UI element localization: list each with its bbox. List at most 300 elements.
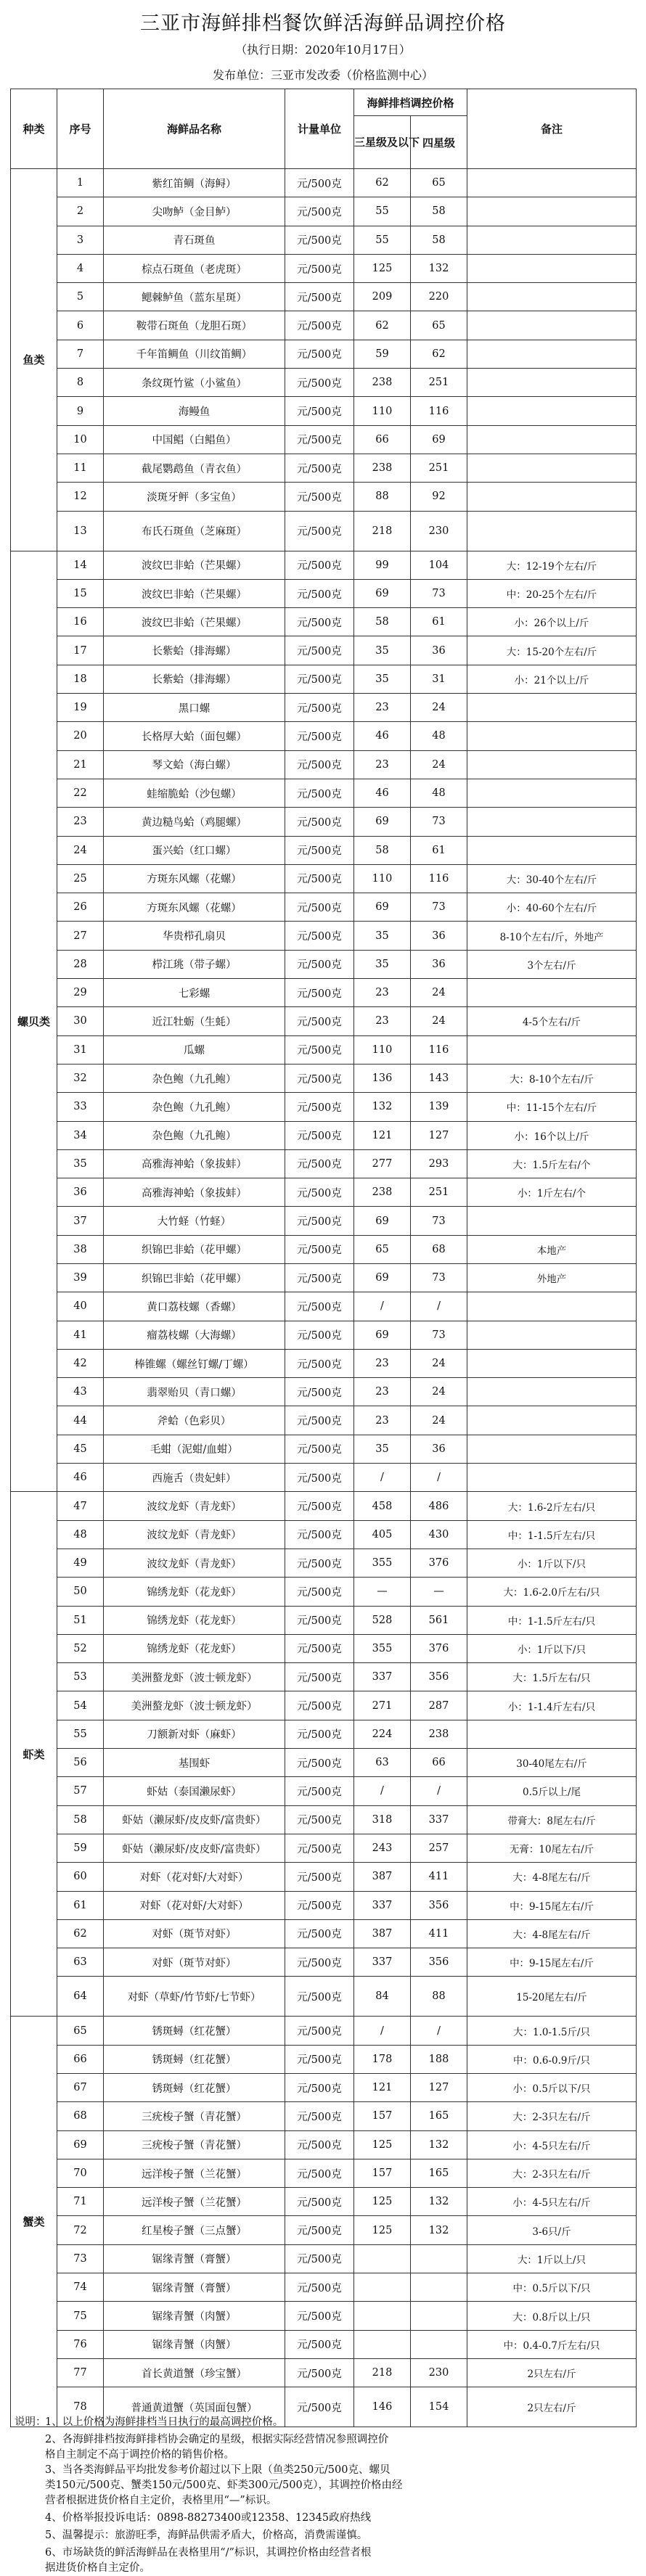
index-cell: 75 [57,2302,104,2330]
index-cell: 40 [57,1292,104,1321]
four-star-price-cell: 36 [411,636,467,665]
index-cell: 3 [57,226,104,254]
four-star-price-cell: 486 [411,1492,467,1520]
name-cell: 三疣梭子蟹（青花蟹） [104,2102,285,2130]
header-price-group: 海鲜排档调控价格 [354,89,467,116]
three-star-price-cell: 218 [354,511,411,551]
unit-cell: 元/500克 [285,283,354,311]
table-row [11,254,637,282]
header-name: 海鲜品名称 [104,89,285,169]
three-star-price-cell: 337 [354,1948,411,1977]
name-cell: 织锦巴非蛤（花甲螺） [104,1263,285,1292]
unit-cell: 元/500克 [285,1464,354,1492]
note-cell: 大：4-8尾左右/斤 [467,1919,637,1948]
four-star-price-cell: 132 [411,2130,467,2159]
table-row [11,197,637,226]
table-row [11,694,637,722]
unit-cell: 元/500克 [285,779,354,807]
four-star-price-cell: 230 [411,2358,467,2387]
note-cell [467,722,637,750]
unit-cell: 元/500克 [285,1606,354,1634]
unit-cell: 元/500克 [285,1948,354,1977]
table-row [11,1634,637,1662]
three-star-price-cell: 405 [354,1520,411,1549]
unit-cell: 元/500克 [285,2216,354,2244]
table-row [11,1834,637,1862]
note-cell [467,1378,637,1406]
name-cell: 瓜螺 [104,1035,285,1064]
four-star-price-cell: 376 [411,1549,467,1577]
three-star-price-cell: 58 [354,608,411,636]
three-star-price-cell: 23 [354,1349,411,1377]
unit-cell: 元/500克 [285,2159,354,2187]
three-star-price-cell: 35 [354,636,411,665]
three-star-price-cell: 55 [354,197,411,226]
index-cell: 20 [57,722,104,750]
three-star-price-cell: 218 [354,2358,411,2387]
three-star-price-cell: 157 [354,2102,411,2130]
three-star-price-cell: 84 [354,1977,411,2017]
three-star-price-cell: — [354,1578,411,1606]
four-star-price-cell: 73 [411,1321,467,1349]
table-row [11,2302,637,2330]
unit-cell: 元/500克 [285,836,354,864]
four-star-price-cell: 132 [411,2216,467,2244]
index-cell: 60 [57,1863,104,1891]
unit-cell: 元/500克 [285,1292,354,1321]
header-category: 种类 [11,89,57,169]
three-star-price-cell: / [354,2017,411,2045]
note-cell [467,1292,637,1321]
category-cell: 虾类 [11,1492,57,2017]
table-row [11,2273,637,2302]
three-star-price-cell: 121 [354,2074,411,2102]
name-cell: 基围虾 [104,1749,285,1777]
name-cell: 七彩螺 [104,979,285,1007]
unit-cell: 元/500克 [285,2273,354,2302]
unit-cell: 元/500克 [285,2330,354,2358]
unit-cell: 元/500克 [285,1691,354,1720]
unit-cell: 元/500克 [285,2074,354,2102]
name-cell: 对虾（花对虾/大对虾） [104,1891,285,1919]
four-star-price-cell: 257 [411,1834,467,1862]
three-star-price-cell: 125 [354,2188,411,2216]
name-cell: 西施舌（贵妃蚌） [104,1464,285,1492]
index-cell: 1 [57,169,104,197]
note-cell: 大：1.5斤左右/只 [467,1663,637,1691]
unit-cell: 元/500克 [285,2017,354,2045]
four-star-price-cell: 287 [411,1691,467,1720]
name-cell: 锯缘青蟹（膏蟹） [104,2244,285,2273]
three-star-price-cell: 110 [354,397,411,425]
four-star-price-cell: 238 [411,1720,467,1748]
name-cell: 蛙缩脆蛤（沙包螺） [104,779,285,807]
table-row [11,665,637,693]
index-cell: 13 [57,511,104,551]
unit-cell: 元/500克 [285,1035,354,1064]
unit-cell: 元/500克 [285,1406,354,1435]
unit-cell: 元/500克 [285,483,354,511]
note-cell: 中：20-25个左右/斤 [467,579,637,607]
unit-cell: 元/500克 [285,1178,354,1207]
unit-cell: 元/500克 [285,1634,354,1662]
unit-cell: 元/500克 [285,922,354,950]
note-cell [467,1464,637,1492]
three-star-price-cell: 69 [354,1207,411,1235]
four-star-price-cell: 356 [411,1663,467,1691]
index-cell: 19 [57,694,104,722]
table-row [11,425,637,454]
index-cell: 36 [57,1178,104,1207]
note-cell [467,808,637,836]
three-star-price-cell [354,2302,411,2330]
table-row [11,1235,637,1263]
three-star-price-cell: / [354,1464,411,1492]
execution-date: （执行日期：2020年10月17日） [235,43,411,57]
name-cell: 远洋梭子蟹（兰花蟹） [104,2159,285,2187]
three-star-price-cell: 69 [354,1321,411,1349]
note-cell [467,1435,637,1463]
four-star-price-cell: 61 [411,608,467,636]
three-star-price-cell: 46 [354,779,411,807]
index-cell: 17 [57,636,104,665]
four-star-price-cell: 36 [411,950,467,978]
four-star-price-cell: 73 [411,1207,467,1235]
index-cell: 46 [57,1464,104,1492]
note-cell: 大：1斤以上/只 [467,2244,637,2273]
note-cell: 小：16个以上/斤 [467,1121,637,1149]
table-row [11,636,637,665]
unit-cell: 元/500克 [285,1720,354,1748]
unit-cell: 元/500克 [285,893,354,922]
header-unit: 计量单位 [285,89,354,169]
index-cell: 52 [57,1634,104,1662]
unit-cell: 元/500克 [285,808,354,836]
four-star-price-cell: 337 [411,1805,467,1834]
table-row [11,836,637,864]
table-row [11,1663,637,1691]
four-star-price-cell: 24 [411,1349,467,1377]
three-star-price-cell: 62 [354,169,411,197]
unit-cell: 元/500克 [285,2188,354,2216]
unit-cell: 元/500克 [285,2387,354,2427]
unit-cell: 元/500克 [285,1863,354,1891]
note-cell: 小：1斤左右/个 [467,1178,637,1207]
index-cell: 41 [57,1321,104,1349]
note-line: 4、价格举报投诉电话：0898-88273400或12358、12345政府热线 [45,2512,372,2524]
unit-cell: 元/500克 [285,2302,354,2330]
index-cell: 59 [57,1834,104,1862]
table-row [11,579,637,607]
index-cell: 6 [57,311,104,340]
index-cell: 69 [57,2130,104,2159]
unit-cell: 元/500克 [285,226,354,254]
four-star-price-cell: 127 [411,1121,467,1149]
unit-cell: 元/500克 [285,1834,354,1862]
index-cell: 70 [57,2159,104,2187]
table-row [11,2017,637,2045]
three-star-price-cell: / [354,1777,411,1805]
table-row [11,1178,637,1207]
three-star-price-cell: 146 [354,2387,411,2427]
index-cell: 77 [57,2358,104,2387]
note-cell: 中：9-15尾左右/斤 [467,1948,637,1977]
four-star-price-cell: 104 [411,551,467,579]
name-cell: 波纹龙虾（青龙虾） [104,1520,285,1549]
index-cell: 4 [57,254,104,282]
unit-cell: 元/500克 [285,1093,354,1121]
four-star-price-cell: 36 [411,1435,467,1463]
three-star-price-cell: 88 [354,483,411,511]
name-cell: 对虾（斑节对虾） [104,1948,285,1977]
three-star-price-cell: 458 [354,1492,411,1520]
unit-cell: 元/500克 [285,1235,354,1263]
unit-cell: 元/500克 [285,1207,354,1235]
three-star-price-cell: 337 [354,1663,411,1691]
table-row [11,2358,637,2387]
four-star-price-cell: 58 [411,226,467,254]
four-star-price-cell: 62 [411,340,467,368]
name-cell: 杂色鲍（九孔鲍） [104,1121,285,1149]
four-star-price-cell: 132 [411,254,467,282]
unit-cell: 元/500克 [285,1891,354,1919]
index-cell: 24 [57,836,104,864]
note-cell [467,425,637,454]
four-star-price-cell: 68 [411,1235,467,1263]
four-star-price-cell: 132 [411,2188,467,2216]
name-cell: 锦绣龙虾（花龙虾） [104,1578,285,1606]
unit-cell: 元/500克 [285,1805,354,1834]
index-cell: 47 [57,1492,104,1520]
index-cell: 61 [57,1891,104,1919]
index-cell: 21 [57,750,104,779]
three-star-price-cell [354,2244,411,2273]
three-star-price-cell: 277 [354,1149,411,1178]
four-star-price-cell: 73 [411,1263,467,1292]
table-row [11,1520,637,1549]
four-star-price-cell: 154 [411,2387,467,2427]
note-cell: 30-40尾左右/斤 [467,1749,637,1777]
note-line: 营者根据进货价格自主定价，表格里用“—”标识。 [45,2495,277,2506]
four-star-price-cell: 92 [411,483,467,511]
unit-cell: 元/500克 [285,369,354,397]
index-cell: 35 [57,1149,104,1178]
name-cell: 中国鲳（白鲳鱼） [104,425,285,454]
table-row [11,808,637,836]
four-star-price-cell: 48 [411,722,467,750]
three-star-price-cell: 65 [354,1235,411,1263]
note-cell: 4-5个左右/斤 [467,1007,637,1035]
name-cell: 海鳗鱼 [104,397,285,425]
note-cell: 无膏：10尾左右/斤 [467,1834,637,1862]
note-cell: 大：2-3只左右/斤 [467,2159,637,2187]
unit-cell: 元/500克 [285,1121,354,1149]
name-cell: 美洲螯龙虾（波士顿龙虾） [104,1663,285,1691]
table-row [11,1720,637,1748]
four-star-price-cell: 143 [411,1064,467,1092]
four-star-price-cell: 24 [411,979,467,1007]
three-star-price-cell: 125 [354,2130,411,2159]
four-star-price-cell: 24 [411,694,467,722]
index-cell: 45 [57,1435,104,1463]
name-cell: 千年笛鲷鱼（川纹笛鲷） [104,340,285,368]
four-star-price-cell: 88 [411,1977,467,2017]
note-cell [467,483,637,511]
table-row [11,2244,637,2273]
table-row [11,2188,637,2216]
table-row [11,2159,637,2187]
note-line: 类150元/500克、蟹类150元/500克、虾类300元/500克），其调控价格由经 [45,2479,403,2491]
note-cell [467,1035,637,1064]
four-star-price-cell: 69 [411,425,467,454]
index-cell: 44 [57,1406,104,1435]
note-cell [467,1406,637,1435]
note-cell: 15-20尾左右/斤 [467,1977,637,2017]
name-cell: 条纹斑竹鲨（小鲨鱼） [104,369,285,397]
note-line: 5、温馨提示：旅游旺季，海鲜品供需矛盾大，价格高，消费需谨慎。 [45,2530,368,2541]
table-row [11,1435,637,1463]
index-cell: 51 [57,1606,104,1634]
note-cell [467,1720,637,1748]
table-row [11,922,637,950]
name-cell: 紫红笛鲷（海鲟） [104,169,285,197]
note-line: 6、市场缺货的鲜活海鲜品在表格里用“/”标识，其调控价格由经营者根 [45,2547,372,2559]
name-cell: 刀额新对虾（麻虾） [104,1720,285,1748]
three-star-price-cell: 69 [354,893,411,922]
four-star-price-cell: 293 [411,1149,467,1178]
four-star-price-cell: — [411,1578,467,1606]
note-cell: 2只左右/斤 [467,2387,637,2427]
three-star-price-cell: 355 [354,1634,411,1662]
table-row [11,2074,637,2102]
three-star-price-cell: 46 [354,722,411,750]
note-cell [467,283,637,311]
three-star-price-cell: 23 [354,1378,411,1406]
header-four-star: 四星级 [411,116,467,169]
table-row [11,483,637,511]
unit-cell: 元/500克 [285,1663,354,1691]
index-cell: 71 [57,2188,104,2216]
table-row [11,1321,637,1349]
index-cell: 23 [57,808,104,836]
note-cell [467,1349,637,1377]
table-row [11,2216,637,2244]
unit-cell: 元/500克 [285,1492,354,1520]
index-cell: 62 [57,1919,104,1948]
unit-cell: 元/500克 [285,511,354,551]
index-cell: 54 [57,1691,104,1720]
note-cell: 小：1斤以下/只 [467,1634,637,1662]
table-row [11,369,637,397]
three-star-price-cell [354,2330,411,2358]
note-cell [467,694,637,722]
unit-cell: 元/500克 [285,2130,354,2159]
name-cell: 棒锥螺（螺丝钉螺/丁螺） [104,1349,285,1377]
three-star-price-cell: 337 [354,1891,411,1919]
table-row [11,1464,637,1492]
note-cell: 本地产 [467,1235,637,1263]
table-row [11,2045,637,2073]
note-cell: 小：4-5只左右/斤 [467,2188,637,2216]
four-star-price-cell: 73 [411,808,467,836]
index-cell: 33 [57,1093,104,1121]
category-cell: 蟹类 [11,2017,57,2427]
name-cell: 杂色鲍（九孔鲍） [104,1093,285,1121]
header-index: 序号 [57,89,104,169]
name-cell: 蛋兴蛤（红口螺） [104,836,285,864]
publisher: 发布单位：三亚市发改委（价格监测中心） [212,68,433,82]
three-star-price-cell: 318 [354,1805,411,1834]
note-cell [467,1207,637,1235]
index-cell: 22 [57,779,104,807]
name-cell: 布氏石斑鱼（芝麻斑） [104,511,285,551]
three-star-price-cell: 121 [354,1121,411,1149]
name-cell: 高雅海神蛤（象拔蚌） [104,1178,285,1207]
table-row [11,397,637,425]
index-cell: 15 [57,579,104,607]
four-star-price-cell [411,2330,467,2358]
name-cell: 翡翠贻贝（青口螺） [104,1378,285,1406]
unit-cell: 元/500克 [285,1520,354,1549]
name-cell: 波纹龙虾（青龙虾） [104,1549,285,1577]
index-cell: 26 [57,893,104,922]
four-star-price-cell [411,2302,467,2330]
table-row [11,1378,637,1406]
name-cell: 华贵栉孔扇贝 [104,922,285,950]
unit-cell: 元/500克 [285,1549,354,1577]
index-cell: 76 [57,2330,104,2358]
four-star-price-cell: 251 [411,454,467,482]
three-star-price-cell [354,2273,411,2302]
name-cell: 波纹巴非蛤（芒果螺） [104,551,285,579]
note-cell: 大：1.6-2.0斤左右/只 [467,1578,637,1606]
note-cell: 小：1-1.4斤左右/只 [467,1691,637,1720]
four-star-price-cell: / [411,1464,467,1492]
note-cell: 小：26个以上/斤 [467,608,637,636]
three-star-price-cell: 387 [354,1919,411,1948]
name-cell: 方斑东风螺（花螺） [104,864,285,893]
name-cell: 虾姑（濑尿虾/皮皮虾/富贵虾） [104,1805,285,1834]
four-star-price-cell: 411 [411,1919,467,1948]
note-line: 2、各海鲜排档按海鲜排档协会确定的星级，根据实际经营情况参照调控价 [45,2434,389,2445]
header-note: 备注 [467,89,637,169]
name-cell: 尖吻鲈（金目鲈） [104,197,285,226]
table-row [11,454,637,482]
table-row [11,2130,637,2159]
note-cell: 中：0.5斤以下/只 [467,2273,637,2302]
index-cell: 49 [57,1549,104,1577]
note-cell [467,340,637,368]
unit-cell: 元/500克 [285,1378,354,1406]
index-cell: 39 [57,1263,104,1292]
four-star-price-cell: 58 [411,197,467,226]
note-cell: 中：0.4-0.7斤左右/只 [467,2330,637,2358]
unit-cell: 元/500克 [285,2244,354,2273]
unit-cell: 元/500克 [285,636,354,665]
three-star-price-cell: / [354,1292,411,1321]
index-cell: 38 [57,1235,104,1263]
index-cell: 53 [57,1663,104,1691]
table-row [11,1578,637,1606]
table-row [11,1549,637,1577]
note-cell: 大：8-10个左右/斤 [467,1064,637,1092]
table-row [11,1777,637,1805]
name-cell: 黑口螺 [104,694,285,722]
four-star-price-cell: 356 [411,1948,467,1977]
name-cell: 鞍带石斑鱼（龙胆石斑） [104,311,285,340]
three-star-price-cell: 110 [354,1035,411,1064]
three-star-price-cell: 35 [354,950,411,978]
